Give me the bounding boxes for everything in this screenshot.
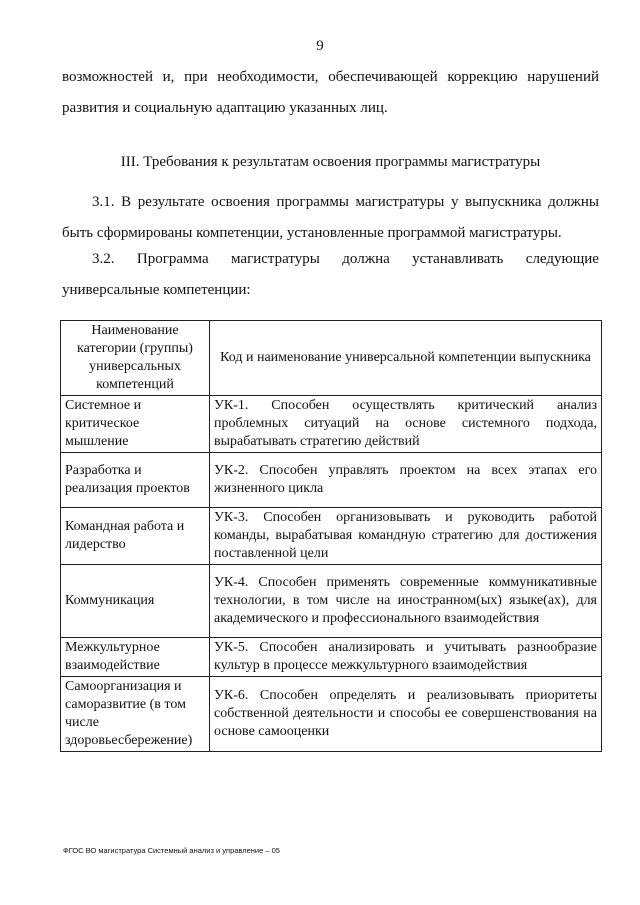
paragraph-3-2-word: следующие xyxy=(525,251,599,267)
category-cell: Межкультурное взаимодействие xyxy=(61,638,210,677)
paragraph-3-2-tail: универсальные компетенции: xyxy=(62,282,251,298)
continuation-paragraph: возможностей и, при необходимости, обеспечивающей коррекцию нарушений развития и социальную адаптацию указанных лиц. xyxy=(62,69,599,116)
competence-cell: УК-2. Способен управлять проектом на всех этапах его жизненного цикла xyxy=(210,453,602,508)
table-row xyxy=(61,638,602,677)
paragraph-3-2 xyxy=(62,244,599,306)
section-heading: III. Требования к результатам освоения программы магистратуры xyxy=(120,154,541,170)
table-row xyxy=(61,453,602,508)
competence-cell: УК-5. Способен анализировать и учитывать разнообразие культур в процессе межкультурного взаимодействия xyxy=(210,638,602,677)
table-row xyxy=(61,565,602,638)
table-row xyxy=(61,396,602,453)
competence-cell: УК-4. Способен применять современные коммуникативные технологии, в том числе на иностранном(ых) языке(ах), для академического и профессионального взаимодействия xyxy=(210,565,602,638)
competence-cell: УК-1. Способен осуществлять критический анализ проблемных ситуаций на основе системного подхода, вырабатывать стратегию действий xyxy=(210,396,602,453)
paragraph-3-2-word: должна xyxy=(342,251,390,267)
header-category: Наименование категории (группы) универсальных компетенций xyxy=(61,321,210,396)
paragraph-3-2-word: устанавливать xyxy=(412,251,504,267)
paragraph-3-2-word: Программа xyxy=(136,251,209,267)
footer-note: ФГОС ВО магистратура Системный анализ и управление – 05 xyxy=(63,846,280,855)
category-cell: Коммуникация xyxy=(61,565,210,638)
competence-cell: УК-6. Способен определять и реализовывать приоритеты собственной деятельности и способы ее совершенствования на основе самооценки xyxy=(210,677,602,752)
category-cell: Системное и критическое мышление xyxy=(61,396,210,453)
competencies-table xyxy=(60,320,602,752)
table-header-row xyxy=(61,321,602,396)
table-row xyxy=(61,677,602,752)
category-cell: Командная работа и лидерство xyxy=(61,508,210,565)
paragraph-3-2-word: 3.2. xyxy=(92,251,115,267)
paragraph-3-2-first-line xyxy=(62,244,599,275)
header-competence: Код и наименование универсальной компетенции выпускника xyxy=(210,321,602,396)
page-number: 9 xyxy=(316,38,324,54)
paragraph-3-1: 3.1. В результате освоения программы магистратуры у выпускника должны быть сформированы компетенции, установленные программой магистратуры. xyxy=(62,194,599,241)
competence-cell: УК-3. Способен организовывать и руководить работой команды, вырабатывая командную стратегию для достижения поставленной цели xyxy=(210,508,602,565)
category-cell: Самоорганизация и саморазвитие (в том числе здоровьесбережение) xyxy=(61,677,210,752)
category-cell: Разработка и реализация проектов xyxy=(61,453,210,508)
paragraph-3-2-word: магистратуры xyxy=(231,251,320,267)
table-row xyxy=(61,508,602,565)
